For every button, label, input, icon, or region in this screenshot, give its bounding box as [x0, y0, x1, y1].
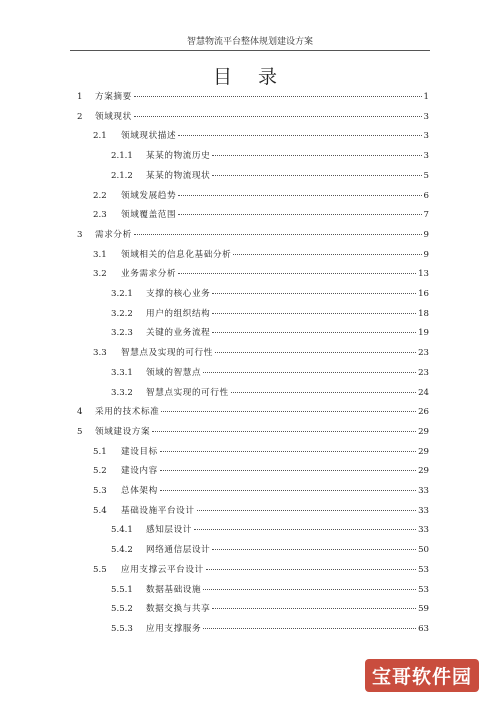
toc-entry-title: 领域相关的信息化基础分析 — [121, 249, 232, 260]
toc-entry-title: 感知层设计 — [146, 525, 192, 536]
toc-entry[interactable] — [0, 404, 500, 420]
toc-dot-leader — [178, 195, 421, 196]
toc-dot-leader — [212, 155, 421, 156]
toc-entry[interactable] — [0, 188, 500, 204]
toc-entry-line — [95, 109, 429, 125]
toc-entry-number: 5.4.2 — [111, 545, 133, 556]
toc-entry-page: 3 — [423, 111, 429, 122]
toc-entry-line — [121, 188, 429, 204]
toc-entry-title: 领域现状 — [95, 111, 132, 122]
toc-entry[interactable] — [0, 89, 500, 105]
toc-dot-leader — [212, 175, 421, 176]
toc-entry-page: 63 — [418, 623, 429, 634]
watermark-text: 宝哥软件园 — [371, 665, 472, 688]
toc-dot-leader — [134, 116, 422, 117]
toc-entry-page: 33 — [418, 525, 429, 536]
toc-entry-line — [146, 582, 429, 598]
toc-entry-line — [121, 562, 429, 578]
toc-entry-number: 3.3.2 — [111, 387, 133, 398]
toc-entry-number: 5.5 — [93, 564, 107, 575]
toc-entry-line — [146, 365, 429, 381]
toc-entry-title: 建设内容 — [121, 466, 158, 477]
toc-entry-title: 业务需求分析 — [121, 269, 177, 280]
toc-entry-page: 26 — [418, 407, 429, 418]
toc-entry-title: 领域建设方案 — [95, 426, 151, 437]
toc-entry-title: 基础设施平台设计 — [121, 505, 195, 516]
toc-entry-title: 数据基础设施 — [146, 584, 202, 595]
toc-dot-leader — [160, 490, 416, 491]
toc-dot-leader — [160, 470, 416, 471]
toc-dot-leader — [197, 510, 417, 511]
toc-entry-line — [121, 207, 429, 223]
toc-entry-number: 2.2 — [93, 190, 107, 201]
toc-entry-number: 5.1 — [93, 446, 107, 457]
toc-entry-page: 5 — [423, 170, 429, 181]
toc-dot-leader — [134, 96, 422, 97]
toc-entry-number: 3.3.1 — [111, 367, 133, 378]
toc-entry-number: 5.4 — [93, 505, 107, 516]
toc-entry-line — [146, 168, 429, 184]
toc-dot-leader — [194, 529, 416, 530]
toc-entry-line — [146, 601, 429, 617]
toc-entry-title: 数据交换与共享 — [146, 604, 211, 615]
toc-dot-leader — [203, 589, 416, 590]
toc-dot-leader — [178, 214, 421, 215]
toc-entry[interactable] — [0, 424, 500, 440]
toc-entry-title: 某某的物流历史 — [146, 151, 211, 162]
toc-dot-leader — [161, 411, 416, 412]
toc-entry-page: 23 — [418, 367, 429, 378]
toc-entry-page: 29 — [418, 426, 429, 437]
toc-entry-page: 59 — [418, 604, 429, 615]
toc-entry[interactable] — [0, 266, 500, 282]
toc-entry-line — [146, 306, 429, 322]
toc-entry-number: 3.2.3 — [111, 328, 133, 339]
toc-entry-line — [95, 424, 429, 440]
toc-entry-line — [121, 444, 429, 460]
toc-entry-title: 应用支撑云平台设计 — [121, 564, 204, 575]
toc-dot-leader — [203, 372, 416, 373]
watermark-logo — [352, 657, 492, 693]
toc-entry-page: 53 — [418, 584, 429, 595]
toc-entry-number: 2.1.2 — [111, 170, 133, 181]
toc-dot-leader — [212, 313, 416, 314]
toc-entry-page: 24 — [418, 387, 429, 398]
toc-entry-number: 1 — [77, 92, 83, 102]
toc-entry-page: 9 — [423, 229, 429, 240]
toc-entry-title: 应用支撑服务 — [146, 623, 202, 634]
toc-entry[interactable] — [0, 582, 500, 598]
toc-entry-number: 5 — [77, 426, 83, 437]
toc-entry-title: 某某的物流现状 — [146, 170, 211, 181]
toc-entry-title: 需求分析 — [95, 229, 132, 240]
toc-dot-leader — [231, 392, 416, 393]
toc-entry-page: 16 — [418, 289, 429, 299]
toc-dot-leader — [178, 135, 421, 136]
toc-entry[interactable] — [0, 247, 500, 263]
toc-entry[interactable] — [0, 109, 500, 125]
toc-entry-number: 2.1 — [93, 131, 107, 142]
toc-entry-number: 3.3 — [93, 348, 107, 359]
toc-entry-title: 智慧点实现的可行性 — [146, 387, 229, 398]
toc-entry-page: 3 — [423, 151, 429, 162]
toc-dot-leader — [212, 332, 416, 333]
watermark-badge — [365, 659, 479, 692]
toc-title: 目 录 — [212, 66, 288, 88]
toc-entry[interactable] — [0, 325, 500, 341]
toc-entry[interactable] — [0, 168, 500, 184]
toc-entry-line — [146, 542, 429, 558]
toc-entry-line — [146, 621, 429, 637]
toc-entry-title: 领域现状描述 — [121, 131, 177, 142]
toc-entry-number: 5.5.1 — [111, 584, 133, 595]
toc-dot-leader — [233, 254, 421, 255]
toc-entry-page: 53 — [418, 564, 429, 575]
toc-dot-leader — [206, 569, 416, 570]
toc-entry-line — [146, 522, 429, 538]
toc-entry-number: 3.2.2 — [111, 308, 133, 319]
toc-entry-page: 29 — [418, 466, 429, 477]
toc-entry-line — [146, 325, 429, 341]
toc-entry-number: 5.5.3 — [111, 623, 133, 634]
toc-dot-leader — [152, 431, 416, 432]
toc-entry[interactable] — [0, 128, 500, 144]
toc-entry-title: 智慧点及实现的可行性 — [121, 348, 213, 359]
toc-entry-line — [121, 463, 429, 479]
toc-entry-line — [121, 247, 429, 263]
toc-dot-leader — [212, 608, 416, 609]
toc-entry-page: 3 — [423, 131, 429, 142]
toc-entry-title: 用户的组织结构 — [146, 308, 211, 319]
running-header: 智慧物流平台整体规划建设方案 — [70, 34, 430, 51]
toc-entry-number: 5.2 — [93, 466, 107, 477]
toc-entry[interactable] — [0, 286, 500, 302]
toc-entry[interactable] — [0, 365, 500, 381]
toc-entry[interactable] — [0, 562, 500, 578]
toc-dot-leader — [134, 234, 422, 235]
toc-entry-title: 总体架构 — [121, 486, 158, 496]
toc-entry[interactable] — [0, 345, 500, 361]
toc-entry-page: 18 — [418, 308, 429, 319]
toc-entry-number: 3.2 — [93, 269, 107, 280]
toc-dot-leader — [203, 628, 416, 629]
toc-entry-page: 7 — [423, 210, 429, 221]
toc-entry-number: 5.5.2 — [111, 604, 133, 615]
toc-entry[interactable] — [0, 227, 500, 243]
toc-entry-page: 19 — [418, 328, 429, 339]
toc-entry-page: 50 — [418, 545, 429, 556]
toc-entry-page: 9 — [423, 249, 429, 260]
toc-entry-line — [121, 266, 429, 282]
toc-entry-line — [121, 345, 429, 361]
toc-entry-number: 2.1.1 — [111, 151, 133, 162]
toc-entry-page: 29 — [418, 446, 429, 457]
toc-entry-title: 采用的技术标准 — [95, 407, 160, 418]
toc-entry-title: 领域覆盖范围 — [121, 210, 177, 221]
toc-entry[interactable] — [0, 207, 500, 223]
toc-entry-page: 13 — [418, 269, 429, 280]
toc-entry[interactable] — [0, 483, 500, 499]
toc-entry[interactable] — [0, 306, 500, 322]
toc-entry-page: 1 — [423, 92, 429, 102]
toc-entry-page: 33 — [418, 505, 429, 516]
toc-entry-number: 2 — [77, 111, 83, 122]
toc-entry-line — [121, 128, 429, 144]
toc-entry-page: 33 — [418, 486, 429, 496]
toc-entry-title: 关键的业务流程 — [146, 328, 211, 339]
toc-entry[interactable] — [0, 444, 500, 460]
toc-entry[interactable] — [0, 542, 500, 558]
toc-dot-leader — [215, 352, 416, 353]
toc-entry-page: 23 — [418, 348, 429, 359]
toc-dot-leader — [178, 273, 416, 274]
toc-dot-leader — [212, 549, 416, 550]
toc-entry-line — [121, 503, 429, 519]
toc-entry-title: 领域的智慧点 — [146, 367, 202, 378]
toc-entry-line — [95, 404, 429, 420]
toc-entry-title: 支撑的核心业务 — [146, 289, 211, 299]
toc-dot-leader — [160, 451, 416, 452]
toc-entry[interactable] — [0, 503, 500, 519]
toc-entry-line — [95, 227, 429, 243]
toc-entry-number: 5.3 — [93, 486, 107, 496]
toc-entry-number: 2.3 — [93, 210, 107, 221]
toc-entry-line — [146, 286, 429, 302]
toc-entry-page: 6 — [423, 190, 429, 201]
toc-entry[interactable] — [0, 148, 500, 164]
toc-entry-title: 领域发展趋势 — [121, 190, 177, 201]
toc-entry[interactable] — [0, 463, 500, 479]
toc-entry-number: 3 — [77, 229, 83, 240]
toc-entry-title: 方案摘要 — [95, 92, 132, 102]
toc-entry-line — [95, 89, 429, 105]
toc-entry-line — [121, 483, 429, 499]
toc-entry-line — [146, 148, 429, 164]
toc-entry[interactable] — [0, 522, 500, 538]
toc-entry[interactable] — [0, 385, 500, 401]
toc-entry-number: 3.2.1 — [111, 289, 133, 299]
toc-entry-line — [146, 385, 429, 401]
toc-entry-number: 5.4.1 — [111, 525, 133, 536]
toc-entry[interactable] — [0, 621, 500, 637]
toc-entry-title: 网络通信层设计 — [146, 545, 211, 556]
toc-dot-leader — [212, 293, 416, 294]
toc-entry-number: 3.1 — [93, 249, 107, 260]
toc-entry-title: 建设目标 — [121, 446, 158, 457]
toc-entry-number: 4 — [77, 407, 83, 418]
toc-entry[interactable] — [0, 601, 500, 617]
